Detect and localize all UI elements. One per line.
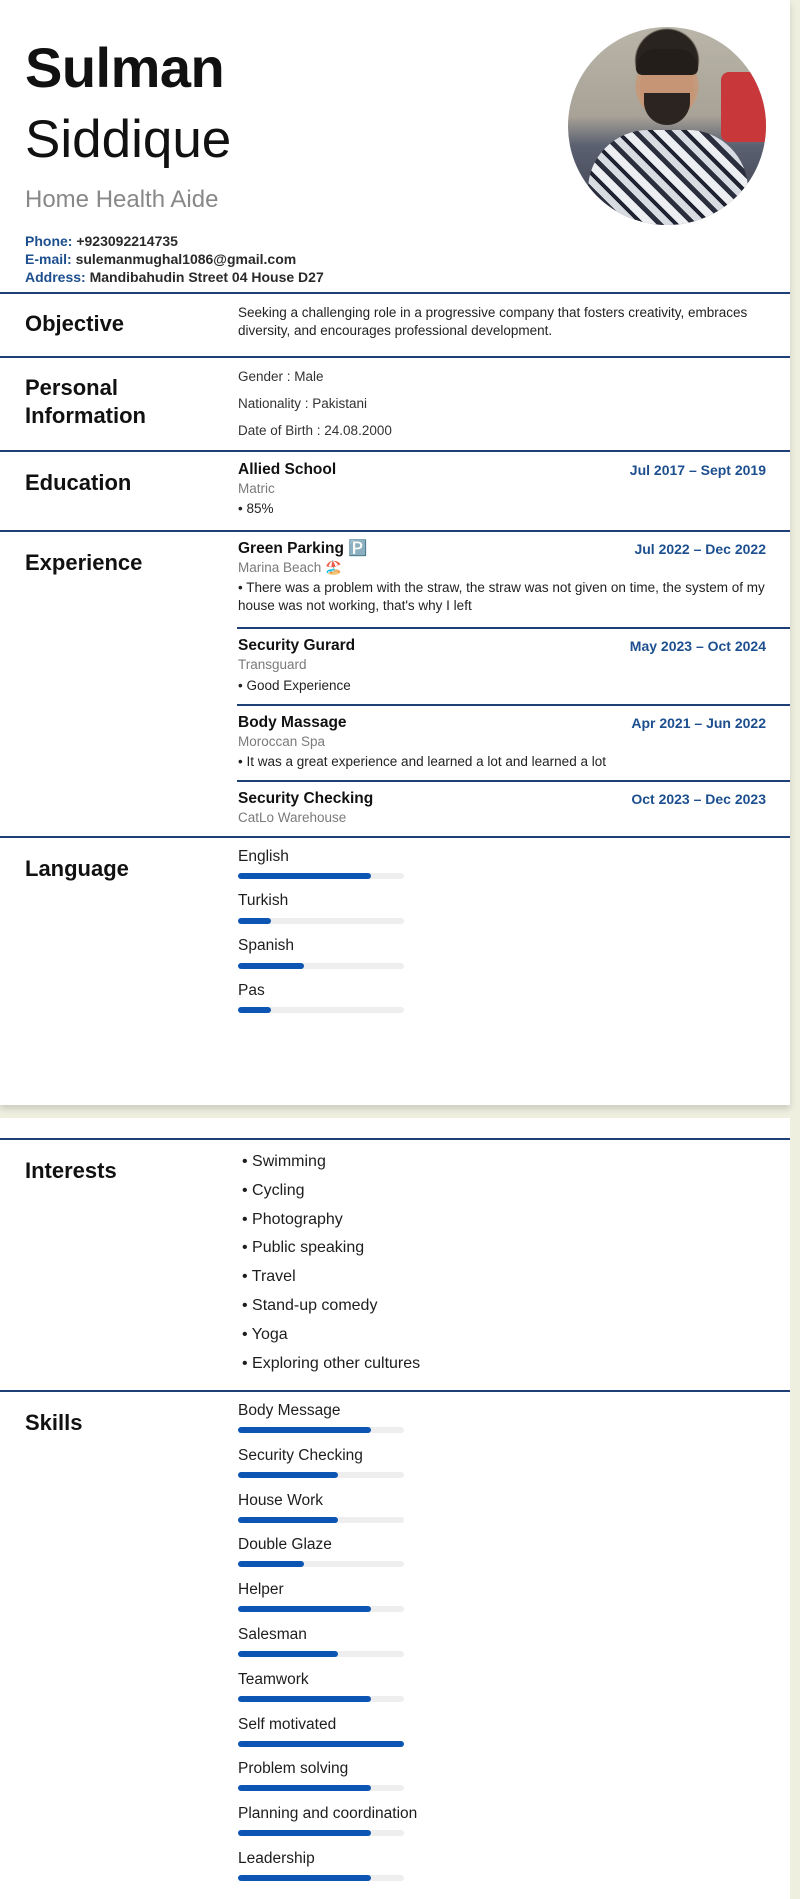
skill-level-bar: [238, 1651, 404, 1657]
profile-photo: [568, 27, 766, 225]
interest-item: • Photography: [242, 1211, 343, 1228]
section-rule: [0, 1390, 790, 1392]
skill-level-bar: [238, 1830, 404, 1836]
experience-company: CatLo Warehouse: [238, 810, 347, 825]
language-name: Pas: [238, 982, 265, 999]
experience-role: Security Gurard: [238, 637, 356, 654]
level-fill: [238, 1007, 271, 1013]
level-fill: [238, 1785, 371, 1791]
education-date: Jul 2017 – Sept 2019: [629, 462, 766, 478]
objective-text-line2: diversity, and encourages professional development.: [238, 323, 553, 338]
skill-name: Self motivated: [238, 1715, 337, 1733]
interest-item: • Cycling: [242, 1182, 305, 1199]
first-name: Sulman: [25, 36, 225, 99]
skill-name: Helper: [238, 1581, 284, 1599]
language-level-bar: [238, 918, 404, 924]
language-level-bar: [238, 873, 404, 879]
skill-level-bar: [238, 1741, 404, 1747]
skill-name: Double Glaze: [238, 1536, 332, 1554]
level-fill: [238, 873, 371, 879]
experience-role: Green Parking 🅿️: [238, 540, 368, 557]
level-fill: [238, 1741, 404, 1747]
level-fill: [238, 1696, 371, 1702]
personal-title-line1: Personal: [25, 375, 118, 400]
education-level: Matric: [238, 481, 275, 496]
level-fill: [238, 1472, 338, 1478]
language-name: Spanish: [238, 937, 295, 954]
experience-description: • There was a problem with the straw, the straw was not given on time, the system of my: [238, 580, 765, 595]
level-fill: [238, 1606, 371, 1612]
level-fill: [238, 1830, 371, 1836]
section-rule: [0, 292, 790, 294]
level-fill: [238, 1651, 338, 1657]
education-note: • 85%: [238, 501, 274, 516]
interest-item: • Swimming: [242, 1153, 326, 1170]
language-level-bar: [238, 1007, 404, 1013]
level-fill: [238, 963, 304, 969]
section-rule: [0, 450, 790, 452]
contact-email: E-mail: sulemanmughal1086@gmail.com: [25, 251, 297, 267]
skills-title: Skills: [25, 1410, 83, 1435]
interest-item: • Travel: [242, 1268, 296, 1285]
skill-name: Teamwork: [238, 1670, 309, 1688]
objective-text-line1: Seeking a challenging role in a progressive company that fosters creativity, embraces: [238, 305, 748, 320]
experience-divider: [237, 627, 790, 629]
experience-role: Body Massage: [238, 714, 347, 731]
skill-name: House Work: [238, 1491, 323, 1509]
experience-company: Marina Beach 🏖️: [238, 560, 342, 575]
experience-divider: [237, 704, 790, 706]
education-school: Allied School: [238, 461, 337, 478]
experience-date: May 2023 – Oct 2024: [629, 638, 766, 654]
experience-description: house was not working, that's why I left: [238, 598, 472, 613]
skill-level-bar: [238, 1785, 404, 1791]
section-rule: [0, 356, 790, 358]
experience-role: Security Checking: [238, 790, 374, 807]
skill-name: Salesman: [238, 1626, 307, 1643]
experience-date: Jul 2022 – Dec 2022: [634, 541, 766, 557]
skill-level-bar: [238, 1561, 404, 1567]
resume-page-2: [0, 1118, 790, 1899]
section-rule: [0, 530, 790, 532]
level-fill: [238, 1517, 338, 1523]
experience-divider: [237, 780, 790, 782]
experience-date: Oct 2023 – Dec 2023: [631, 791, 766, 807]
skill-level-bar: [238, 1696, 404, 1702]
section-rule: [0, 1138, 790, 1140]
personal-title-line2: Information: [25, 403, 146, 428]
skill-name: Body Message: [238, 1402, 341, 1419]
language-name: Turkish: [238, 892, 289, 909]
contact-phone: Phone: +923092214735: [25, 233, 178, 249]
gender-field: Gender : Male: [238, 369, 324, 384]
experience-title: Experience: [25, 550, 143, 575]
skill-level-bar: [238, 1517, 404, 1523]
interest-item: • Exploring other cultures: [242, 1355, 421, 1372]
skill-level-bar: [238, 1472, 404, 1478]
interest-item: • Yoga: [242, 1326, 288, 1343]
skill-name: Leadership: [238, 1850, 315, 1867]
interests-title: Interests: [25, 1158, 117, 1183]
experience-company: Moroccan Spa: [238, 734, 326, 749]
level-fill: [238, 1427, 371, 1433]
skill-name: Planning and coordination: [238, 1805, 418, 1823]
skill-name: Problem solving: [238, 1760, 349, 1778]
language-level-bar: [238, 963, 404, 969]
education-title: Education: [25, 470, 132, 495]
experience-description: • It was a great experience and learned a lot and learned a lot: [238, 754, 606, 769]
level-fill: [238, 1875, 371, 1881]
section-rule: [0, 836, 790, 838]
last-name: Siddique: [25, 110, 232, 169]
contact-block: [25, 232, 324, 286]
interest-item: • Stand-up comedy: [242, 1297, 378, 1314]
experience-date: Apr 2021 – Jun 2022: [631, 715, 766, 731]
interest-item: • Public speaking: [242, 1239, 365, 1256]
skill-level-bar: [238, 1875, 404, 1881]
skill-level-bar: [238, 1606, 404, 1612]
experience-company: Transguard: [238, 657, 307, 672]
birthdate-field: Date of Birth : 24.08.2000: [238, 423, 392, 438]
level-fill: [238, 918, 271, 924]
objective-title: Objective: [25, 311, 125, 336]
language-name: English: [238, 848, 289, 865]
nationality-field: Nationality : Pakistani: [238, 396, 368, 411]
job-title: Home Health Aide: [25, 186, 219, 213]
skill-level-bar: [238, 1427, 404, 1433]
contact-address: Address: Mandibahudin Street 04 House D27: [25, 269, 324, 285]
experience-description: • Good Experience: [238, 678, 351, 693]
skill-name: Security Checking: [238, 1446, 363, 1464]
level-fill: [238, 1561, 304, 1567]
language-title: Language: [25, 856, 129, 881]
